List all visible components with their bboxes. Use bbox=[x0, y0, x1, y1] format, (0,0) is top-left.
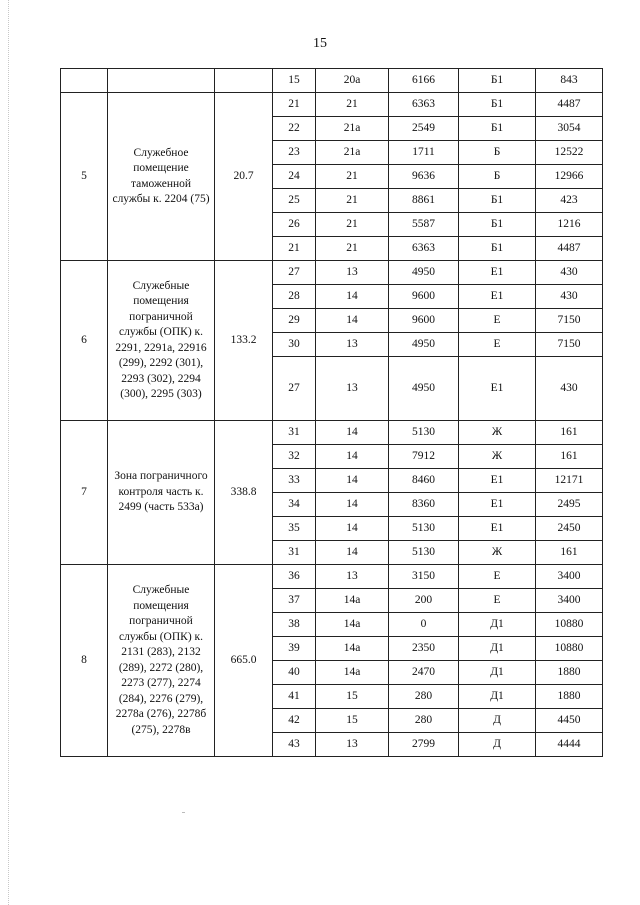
col-5-cell: 21а bbox=[316, 117, 389, 141]
col-6-cell: 6363 bbox=[389, 93, 459, 117]
col-7-cell: Д1 bbox=[459, 637, 536, 661]
col-7-cell: Е1 bbox=[459, 493, 536, 517]
point-number-cell: 33 bbox=[273, 469, 316, 493]
row-number-cell bbox=[61, 69, 108, 93]
col-7-cell: Б1 bbox=[459, 117, 536, 141]
col-8-cell: 1880 bbox=[536, 685, 603, 709]
point-number-cell: 27 bbox=[273, 357, 316, 421]
col-6-cell: 9600 bbox=[389, 285, 459, 309]
col-7-cell: Б bbox=[459, 141, 536, 165]
col-5-cell: 15 bbox=[316, 709, 389, 733]
col-6-cell: 4950 bbox=[389, 357, 459, 421]
area-cell bbox=[215, 69, 273, 93]
col-6-cell: 2470 bbox=[389, 661, 459, 685]
point-number-cell: 38 bbox=[273, 613, 316, 637]
group-area-cell: 20.7 bbox=[215, 93, 273, 261]
col-8-cell: 1216 bbox=[536, 213, 603, 237]
col-7-cell: Б1 bbox=[459, 93, 536, 117]
col-8-cell: 2495 bbox=[536, 493, 603, 517]
col-8-cell: 423 bbox=[536, 189, 603, 213]
col-5-cell: 14 bbox=[316, 445, 389, 469]
col-8-cell: 3400 bbox=[536, 565, 603, 589]
group-description-cell bbox=[108, 565, 215, 757]
col-8-cell: 430 bbox=[536, 261, 603, 285]
col-8-cell: 161 bbox=[536, 541, 603, 565]
table-row bbox=[61, 565, 603, 589]
col-5-cell: 14а bbox=[316, 637, 389, 661]
col-6-cell: 6166 bbox=[389, 69, 459, 93]
point-number-cell: 39 bbox=[273, 637, 316, 661]
col-7-cell: Д bbox=[459, 733, 536, 757]
col-8-cell: 4444 bbox=[536, 733, 603, 757]
col-8-cell: 12522 bbox=[536, 141, 603, 165]
col-6-cell: 1711 bbox=[389, 141, 459, 165]
col-6-cell: 3150 bbox=[389, 565, 459, 589]
col-8-cell: 4487 bbox=[536, 93, 603, 117]
col-5-cell: 13 bbox=[316, 565, 389, 589]
col-5-cell: 21а bbox=[316, 141, 389, 165]
description-cell bbox=[108, 69, 215, 93]
table-row bbox=[61, 261, 603, 285]
col-7-cell: Ж bbox=[459, 541, 536, 565]
col-5-cell: 14 bbox=[316, 285, 389, 309]
col-8-cell: 161 bbox=[536, 421, 603, 445]
col-7-cell: Б1 bbox=[459, 189, 536, 213]
col-5-cell: 13 bbox=[316, 261, 389, 285]
col-8-cell: 4450 bbox=[536, 709, 603, 733]
point-number-cell: 24 bbox=[273, 165, 316, 189]
col-7-cell: Б1 bbox=[459, 237, 536, 261]
col-8-cell: 4487 bbox=[536, 237, 603, 261]
col-7-cell: Е bbox=[459, 565, 536, 589]
col-5-cell: 14а bbox=[316, 589, 389, 613]
col-8-cell: 843 bbox=[536, 69, 603, 93]
col-8-cell: 10880 bbox=[536, 637, 603, 661]
col-8-cell: 1880 bbox=[536, 661, 603, 685]
col-6-cell: 8460 bbox=[389, 469, 459, 493]
point-number-cell: 35 bbox=[273, 517, 316, 541]
group-description-cell bbox=[108, 421, 215, 565]
group-number-cell: 5 bbox=[61, 93, 108, 261]
col-8-cell: 3054 bbox=[536, 117, 603, 141]
group-description: Служебные помещения пограничной службы (ОПК) к. 2291, 2291а, 22916 (299), 2292 (301), 2293 (302), 2294 (300), 2295 (303) bbox=[115, 279, 207, 400]
col-7-cell: Д1 bbox=[459, 613, 536, 637]
col-7-cell: Д1 bbox=[459, 685, 536, 709]
col-8-cell: 10880 bbox=[536, 613, 603, 637]
col-7-cell: Д bbox=[459, 709, 536, 733]
col-6-cell: 9600 bbox=[389, 309, 459, 333]
col-8-cell: 3400 bbox=[536, 589, 603, 613]
point-number-cell: 31 bbox=[273, 421, 316, 445]
page-number: 15 bbox=[313, 36, 327, 51]
group-description: Служебные помещения пограничной службы (ОПК) к. 2131 (283), 2132 (289), 2272 (280), 2273 (277), 2274 (284), 2276 (279), 2278а (276), 2278б (275), 2278в bbox=[115, 584, 207, 736]
table-row bbox=[61, 69, 603, 93]
point-number-cell: 15 bbox=[273, 69, 316, 93]
col-6-cell: 2350 bbox=[389, 637, 459, 661]
col-8-cell: 161 bbox=[536, 445, 603, 469]
col-7-cell: Ж bbox=[459, 421, 536, 445]
col-8-cell: 12171 bbox=[536, 469, 603, 493]
point-number-cell: 41 bbox=[273, 685, 316, 709]
col-5-cell: 21 bbox=[316, 213, 389, 237]
col-6-cell: 6363 bbox=[389, 237, 459, 261]
table-body bbox=[61, 69, 603, 757]
group-number-cell: 6 bbox=[61, 261, 108, 421]
col-7-cell: Ж bbox=[459, 445, 536, 469]
col-7-cell: Б1 bbox=[459, 213, 536, 237]
col-7-cell: Е1 bbox=[459, 261, 536, 285]
col-6-cell: 5130 bbox=[389, 517, 459, 541]
col-6-cell: 0 bbox=[389, 613, 459, 637]
col-6-cell: 5130 bbox=[389, 421, 459, 445]
col-7-cell: Е1 bbox=[459, 285, 536, 309]
point-number-cell: 21 bbox=[273, 237, 316, 261]
col-5-cell: 21 bbox=[316, 93, 389, 117]
col-5-cell: 21 bbox=[316, 165, 389, 189]
col-6-cell: 8861 bbox=[389, 189, 459, 213]
col-6-cell: 280 bbox=[389, 709, 459, 733]
col-7-cell: Е bbox=[459, 333, 536, 357]
group-number-cell: 8 bbox=[61, 565, 108, 757]
data-table bbox=[60, 68, 603, 757]
point-number-cell: 29 bbox=[273, 309, 316, 333]
col-6-cell: 5587 bbox=[389, 213, 459, 237]
col-5-cell: 14 bbox=[316, 541, 389, 565]
point-number-cell: 32 bbox=[273, 445, 316, 469]
col-8-cell: 12966 bbox=[536, 165, 603, 189]
point-number-cell: 21 bbox=[273, 93, 316, 117]
col-6-cell: 5130 bbox=[389, 541, 459, 565]
col-5-cell: 13 bbox=[316, 333, 389, 357]
point-number-cell: 36 bbox=[273, 565, 316, 589]
point-number-cell: 25 bbox=[273, 189, 316, 213]
group-description-cell bbox=[108, 261, 215, 421]
col-7-cell: Е bbox=[459, 589, 536, 613]
col-7-cell: Е1 bbox=[459, 517, 536, 541]
col-5-cell: 15 bbox=[316, 685, 389, 709]
col-8-cell: 2450 bbox=[536, 517, 603, 541]
point-number-cell: 34 bbox=[273, 493, 316, 517]
col-5-cell: 13 bbox=[316, 733, 389, 757]
col-8-cell: 430 bbox=[536, 285, 603, 309]
point-number-cell: 42 bbox=[273, 709, 316, 733]
col-5-cell: 14а bbox=[316, 613, 389, 637]
point-number-cell: 28 bbox=[273, 285, 316, 309]
col-6-cell: 7912 bbox=[389, 445, 459, 469]
group-description-cell bbox=[108, 93, 215, 261]
col-5-cell: 14а bbox=[316, 661, 389, 685]
col-8-cell: 430 bbox=[536, 357, 603, 421]
col-6-cell: 8360 bbox=[389, 493, 459, 517]
group-area-cell: 338.8 bbox=[215, 421, 273, 565]
point-number-cell: 31 bbox=[273, 541, 316, 565]
point-number-cell: 37 bbox=[273, 589, 316, 613]
col-5-cell: 14 bbox=[316, 469, 389, 493]
col-7-cell: Д1 bbox=[459, 661, 536, 685]
point-number-cell: 30 bbox=[273, 333, 316, 357]
col-5-cell: 21 bbox=[316, 237, 389, 261]
table-row bbox=[61, 421, 603, 445]
col-6-cell: 280 bbox=[389, 685, 459, 709]
col-7-cell: Б bbox=[459, 165, 536, 189]
point-number-cell: 27 bbox=[273, 261, 316, 285]
group-area-cell: 665.0 bbox=[215, 565, 273, 757]
point-number-cell: 22 bbox=[273, 117, 316, 141]
group-area-cell: 133.2 bbox=[215, 261, 273, 421]
col-8-cell: 7150 bbox=[536, 333, 603, 357]
col-7-cell: Е1 bbox=[459, 469, 536, 493]
col-7-cell: Б1 bbox=[459, 69, 536, 93]
group-number-cell: 7 bbox=[61, 421, 108, 565]
table-row bbox=[61, 93, 603, 117]
group-description: Служебное помещение таможенной службы к. 2204 (75) bbox=[112, 146, 210, 205]
col-6-cell: 9636 bbox=[389, 165, 459, 189]
col-6-cell: 200 bbox=[389, 589, 459, 613]
scan-edge-artifact bbox=[0, 0, 9, 905]
col-5-cell: 14 bbox=[316, 493, 389, 517]
col-5-cell: 14 bbox=[316, 309, 389, 333]
col-6-cell: 2799 bbox=[389, 733, 459, 757]
col-8-cell: 7150 bbox=[536, 309, 603, 333]
col-5-cell: 20а bbox=[316, 69, 389, 93]
col-5-cell: 21 bbox=[316, 189, 389, 213]
col-6-cell: 2549 bbox=[389, 117, 459, 141]
col-6-cell: 4950 bbox=[389, 261, 459, 285]
col-7-cell: Е1 bbox=[459, 357, 536, 421]
col-5-cell: 14 bbox=[316, 517, 389, 541]
scan-dot-artifact bbox=[182, 812, 185, 813]
group-description: Зона пограничного контроля часть к. 2499 (часть 533а) bbox=[114, 470, 208, 514]
col-5-cell: 14 bbox=[316, 421, 389, 445]
point-number-cell: 26 bbox=[273, 213, 316, 237]
point-number-cell: 23 bbox=[273, 141, 316, 165]
point-number-cell: 43 bbox=[273, 733, 316, 757]
col-5-cell: 13 bbox=[316, 357, 389, 421]
col-7-cell: Е bbox=[459, 309, 536, 333]
point-number-cell: 40 bbox=[273, 661, 316, 685]
col-6-cell: 4950 bbox=[389, 333, 459, 357]
